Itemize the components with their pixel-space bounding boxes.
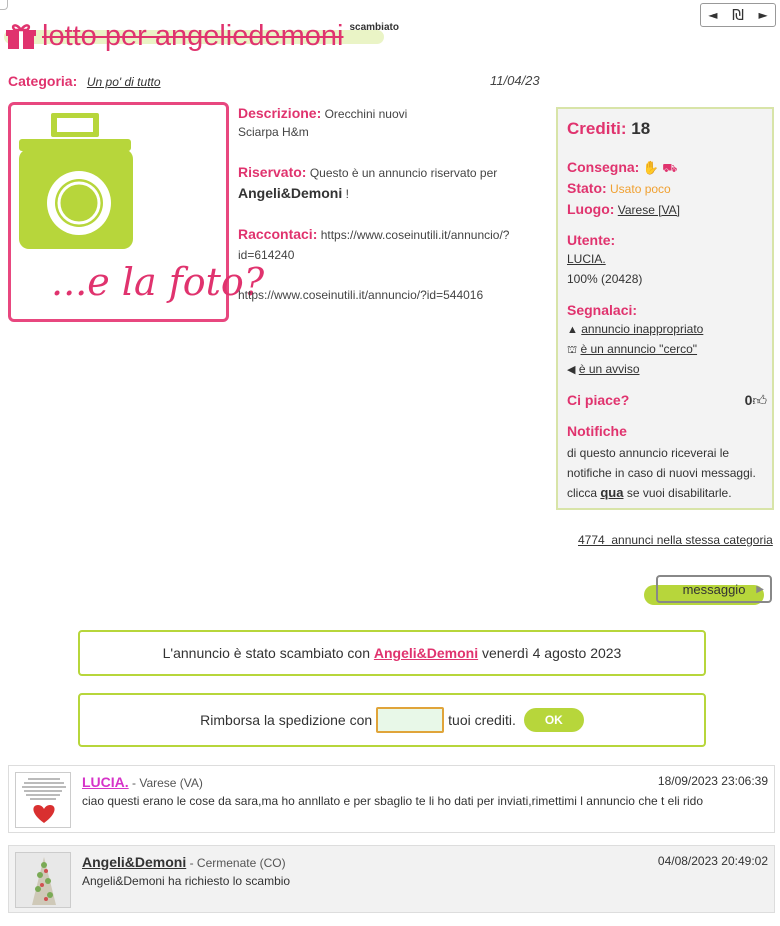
notify-post: se vuoi disabilitarle.	[626, 486, 732, 500]
avatar-image	[16, 853, 72, 909]
user-label: Utente:	[567, 232, 616, 248]
reserved-tail: !	[345, 187, 349, 201]
message-button-frame	[656, 575, 772, 603]
comment-place: - Cermenate (CO)	[189, 856, 286, 870]
avatar-image	[16, 773, 72, 829]
next-arrow-icon[interactable]: ►	[758, 8, 768, 22]
like-label: Ci piace?	[567, 392, 630, 408]
like-button[interactable]	[745, 392, 767, 409]
place-label: Luogo:	[567, 201, 615, 217]
exchange-date: venerdì 4 agosto 2023	[482, 645, 622, 661]
report-notice-label: è un avviso	[578, 362, 640, 376]
user-link[interactable]: LUCIA.	[567, 252, 606, 266]
category-link[interactable]: Un po' di tutto	[86, 75, 161, 89]
exchange-pre: L'annuncio è stato scambiato con	[162, 645, 370, 661]
like-count: 0	[744, 392, 753, 408]
binoculars-icon: ⛫	[567, 344, 578, 356]
tell-url-2: https://www.coseinutili.it/annuncio/?id=544016	[238, 288, 484, 302]
tell-url-1b: id=614240	[238, 248, 295, 262]
reserved-text: Questo è un annuncio riservato per	[309, 166, 498, 180]
play-icon: ▶	[756, 583, 764, 595]
notify-disable-link[interactable]: qua	[600, 485, 624, 500]
photo-caption: ...e la foto?	[51, 260, 265, 304]
delivery-label: Consegna:	[567, 159, 640, 175]
report-notice[interactable]	[567, 362, 640, 376]
report-search[interactable]	[567, 342, 697, 358]
report-inappropriate-label: annuncio inappropriato	[581, 322, 704, 336]
comment-user-link[interactable]: Angeli&Demoni	[82, 854, 187, 870]
reserved-user: Angeli&Demoni	[238, 185, 343, 201]
description-line2: Sciarpa H&m	[238, 125, 309, 139]
comment-text: ciao questi erano le cose da sara,ma ho annllato e per sbaglio te li ho dati per inviati,rimettimi l annuncio che t eli rido	[82, 794, 704, 808]
notify-pre: clicca	[567, 486, 598, 500]
comment-author	[82, 854, 286, 870]
notify-text-1: di questo annuncio riceverai le	[567, 446, 730, 460]
comment-user-link[interactable]: LUCIA.	[82, 774, 129, 790]
reserved-label: Riservato:	[238, 164, 307, 180]
warning-icon: ▲	[567, 324, 578, 336]
comment-time: 18/09/2023 23:06:39	[657, 774, 768, 788]
random-icon[interactable]: ₪	[732, 6, 744, 24]
description-line1: Orecchini nuovi	[324, 107, 408, 121]
message-button[interactable]	[644, 573, 774, 607]
listing-date: 11/04/23	[490, 73, 540, 88]
refund-form	[78, 693, 706, 747]
comment-item	[8, 845, 775, 913]
tell-url-1a: https://www.coseinutili.it/annuncio/?	[320, 228, 510, 242]
exchange-user-link[interactable]: Angeli&Demoni	[373, 645, 479, 661]
category-label: Categoria:	[8, 73, 78, 89]
info-panel	[556, 107, 774, 510]
report-search-label: è un annuncio "cerco"	[580, 342, 698, 356]
avatar[interactable]	[15, 852, 71, 908]
user-rating: 100% (20428)	[567, 272, 643, 286]
gift-icon	[6, 22, 36, 50]
exchange-notice	[78, 630, 706, 676]
megaphone-icon: ◀	[567, 364, 576, 376]
credits-label: Crediti:	[567, 119, 627, 138]
comment-author	[82, 774, 203, 790]
notify-text-2: notifiche in caso di nuovi messaggi.	[567, 466, 756, 480]
state-label: Stato:	[567, 180, 607, 196]
notify-label: Notifiche	[567, 423, 627, 439]
listing-photo[interactable]	[8, 102, 265, 322]
hand-icon: ✋	[642, 160, 659, 175]
status-tag: scambiato	[349, 22, 399, 33]
camera-icon	[11, 105, 265, 319]
listing-nav	[700, 3, 776, 27]
comment-text: Angeli&Demoni ha richiesto lo scambio	[82, 874, 291, 888]
refund-ok-button[interactable]: OK	[524, 708, 584, 732]
comment-place: - Varese (VA)	[132, 776, 203, 790]
report-inappropriate[interactable]	[567, 322, 703, 336]
comment-time: 04/08/2023 20:49:02	[657, 854, 768, 868]
corner-fragment	[0, 0, 8, 10]
prev-arrow-icon[interactable]: ◄	[708, 8, 718, 22]
same-category-link[interactable]: 4774 annunci nella stessa categoria	[578, 533, 773, 547]
refund-post: tuoi crediti.	[448, 712, 516, 728]
comment-item	[8, 765, 775, 833]
state-value: Usato poco	[610, 182, 671, 196]
truck-icon: ⛟	[662, 161, 678, 175]
category-row	[8, 73, 161, 89]
page-title: lotto per angeliedemoni	[42, 20, 344, 52]
description-label: Descrizione:	[238, 105, 322, 121]
refund-pre: Rimborsa la spedizione con	[200, 712, 373, 728]
description-block	[238, 103, 548, 305]
tell-label: Raccontaci:	[238, 226, 318, 242]
title-bar	[6, 16, 399, 56]
place-link[interactable]: Varese [VA]	[617, 203, 681, 217]
report-label: Segnalaci:	[567, 302, 638, 318]
thumbs-up-icon: 👍︎	[752, 392, 767, 408]
refund-credits-input[interactable]	[376, 707, 444, 733]
avatar[interactable]	[15, 772, 71, 828]
credits-value: 18	[631, 119, 651, 138]
message-button-label: messaggio	[682, 581, 746, 597]
